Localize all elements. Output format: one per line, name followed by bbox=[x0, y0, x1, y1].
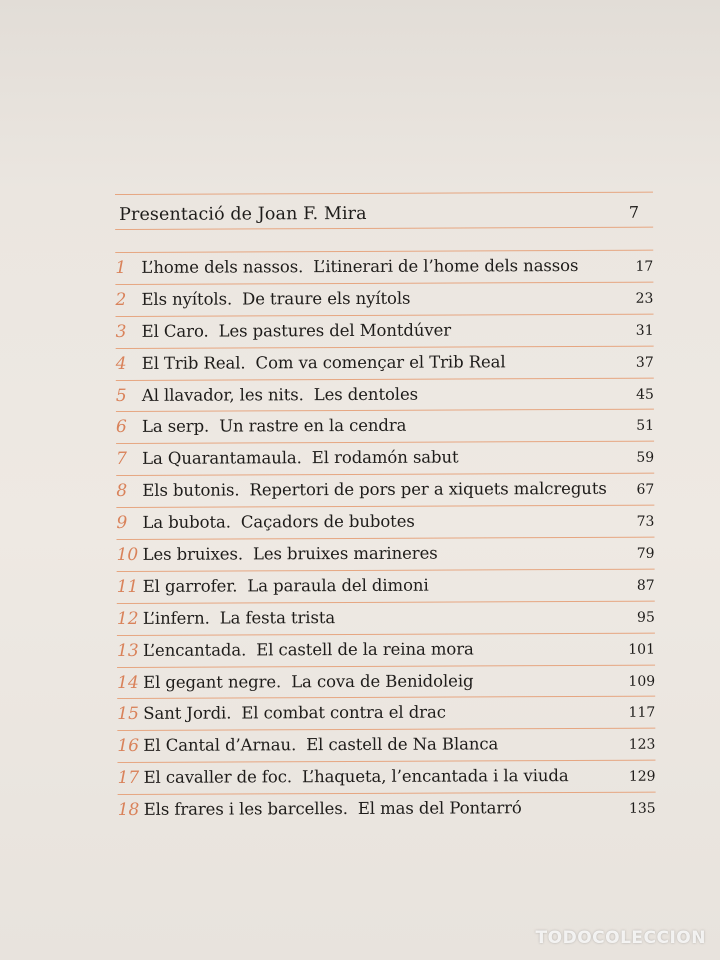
chapter-subtitle: El rodamón sabut bbox=[311, 447, 459, 468]
chapter-number: 7 bbox=[116, 449, 128, 470]
toc-row bbox=[115, 282, 653, 316]
chapter-number: 17 bbox=[117, 768, 140, 789]
chapter-subtitle: L’haqueta, l’encantada i la viuda bbox=[301, 766, 569, 787]
toc-row bbox=[116, 409, 654, 443]
intro-page-number: 7 bbox=[628, 202, 640, 222]
intro-title: Presentació de Joan F. Mira bbox=[119, 203, 367, 225]
chapter-subtitle: Com va començar el Trib Real bbox=[255, 351, 506, 373]
intro-entry bbox=[115, 193, 653, 229]
section-gap bbox=[115, 228, 653, 252]
chapter-page-number: 51 bbox=[636, 418, 655, 435]
chapter-page-number: 123 bbox=[628, 737, 656, 754]
chapter-subtitle: La paraula del dimoni bbox=[247, 575, 429, 596]
chapter-page-number: 101 bbox=[628, 641, 656, 658]
chapter-subtitle: Caçadors de bubotes bbox=[240, 511, 415, 532]
toc-row bbox=[116, 313, 654, 347]
chapter-page-number: 45 bbox=[636, 386, 654, 403]
chapter-number: 16 bbox=[117, 736, 140, 757]
chapter-subtitle: El castell de Na Blanca bbox=[306, 734, 499, 755]
toc-row bbox=[115, 250, 653, 284]
chapter-page-number: 23 bbox=[635, 290, 654, 307]
toc-row bbox=[117, 600, 655, 634]
chapter-page-number: 129 bbox=[628, 768, 656, 786]
chapter-number: 14 bbox=[117, 672, 139, 693]
chapter-subtitle: L’itinerari de l’home dels nassos bbox=[313, 255, 579, 277]
chapter-page-number: 73 bbox=[636, 513, 655, 530]
chapter-number: 15 bbox=[117, 704, 139, 725]
chapter-number: 12 bbox=[116, 608, 139, 629]
chapter-number: 5 bbox=[115, 385, 127, 406]
chapter-title: L’encantada. bbox=[142, 640, 247, 660]
chapter-title: El garrofer. bbox=[142, 576, 238, 596]
chapter-page-number: 95 bbox=[636, 609, 655, 626]
chapter-page-number: 79 bbox=[636, 545, 655, 562]
chapter-page-number: 87 bbox=[636, 577, 655, 594]
chapter-number: 18 bbox=[117, 800, 140, 821]
toc-row bbox=[116, 473, 654, 507]
chapter-page-number: 67 bbox=[636, 481, 655, 498]
toc-row bbox=[117, 728, 655, 762]
chapter-subtitle: El mas del Pontarró bbox=[357, 798, 522, 819]
chapter-page-number: 117 bbox=[628, 705, 656, 722]
chapter-title: Els butonis. bbox=[142, 480, 240, 501]
toc-row bbox=[116, 441, 654, 475]
toc-row bbox=[116, 377, 654, 411]
chapter-title: El Cantal d’Arnau. bbox=[143, 735, 297, 756]
chapter-title: El cavaller de foc. bbox=[143, 767, 293, 788]
toc-row bbox=[117, 569, 655, 603]
chapter-title: Els nyítols. bbox=[141, 289, 233, 309]
chapter-number: 2 bbox=[115, 289, 127, 310]
chapter-title: L’home dels nassos. bbox=[141, 257, 304, 277]
chapter-title: Els frares i les barcelles. bbox=[143, 799, 348, 820]
chapter-number: 10 bbox=[116, 544, 139, 566]
chapter-title: La serp. bbox=[141, 417, 210, 437]
chapter-title: La bubota. bbox=[142, 512, 231, 533]
toc-row bbox=[117, 664, 655, 698]
chapter-number: 8 bbox=[116, 481, 128, 502]
chapter-subtitle: De traure els nyítols bbox=[242, 288, 411, 309]
chapter-subtitle: El castell de la reina mora bbox=[256, 639, 474, 660]
chapter-title: Sant Jordi. bbox=[143, 703, 232, 724]
toc-row bbox=[118, 792, 656, 826]
chapter-subtitle: Les dentoles bbox=[313, 384, 419, 404]
chapter-title: Les bruixes. bbox=[142, 544, 243, 564]
chapter-number: 1 bbox=[115, 257, 127, 278]
chapter-number: 9 bbox=[116, 513, 128, 534]
chapter-title: El Caro. bbox=[141, 321, 209, 341]
chapter-page-number: 109 bbox=[628, 673, 656, 690]
chapter-number: 3 bbox=[115, 321, 127, 342]
chapter-subtitle: Un rastre en la cendra bbox=[219, 416, 407, 437]
toc-row bbox=[117, 760, 655, 794]
chapter-page-number: 135 bbox=[628, 800, 656, 817]
chapter-subtitle: La festa trista bbox=[219, 607, 336, 628]
chapter-title: El gegant negre. bbox=[143, 671, 282, 692]
toc-row bbox=[116, 345, 654, 379]
watermark-logo: TODOCOLECCION bbox=[535, 928, 706, 948]
chapter-page-number: 17 bbox=[635, 258, 654, 275]
chapter-page-number: 37 bbox=[635, 354, 654, 371]
toc-row bbox=[117, 696, 655, 730]
chapter-number: 11 bbox=[116, 576, 139, 597]
chapter-number: 13 bbox=[116, 640, 139, 661]
toc-row bbox=[116, 505, 654, 539]
chapter-page-number: 59 bbox=[636, 449, 655, 467]
chapter-title: Al llavador, les nits. bbox=[141, 384, 304, 405]
chapter-number: 6 bbox=[115, 417, 127, 438]
toc-row bbox=[117, 632, 655, 666]
chapter-number: 4 bbox=[115, 353, 127, 374]
chapter-title: El Trib Real. bbox=[141, 353, 246, 373]
chapter-page-number: 31 bbox=[635, 322, 654, 339]
chapter-subtitle: Les bruixes marineres bbox=[252, 543, 438, 564]
chapter-title: La Quarantamaula. bbox=[142, 448, 302, 469]
toc-row bbox=[117, 537, 655, 571]
chapter-title: L’infern. bbox=[142, 608, 210, 628]
chapter-subtitle: La cova de Benidoleig bbox=[291, 671, 474, 691]
chapter-subtitle: Repertori de pors per a xiquets malcreguts bbox=[249, 479, 607, 500]
table-of-contents bbox=[115, 192, 656, 826]
chapter-subtitle: Les pastures del Montdúver bbox=[218, 320, 452, 341]
chapter-list bbox=[115, 250, 655, 826]
chapter-subtitle: El combat contra el drac bbox=[241, 703, 446, 723]
